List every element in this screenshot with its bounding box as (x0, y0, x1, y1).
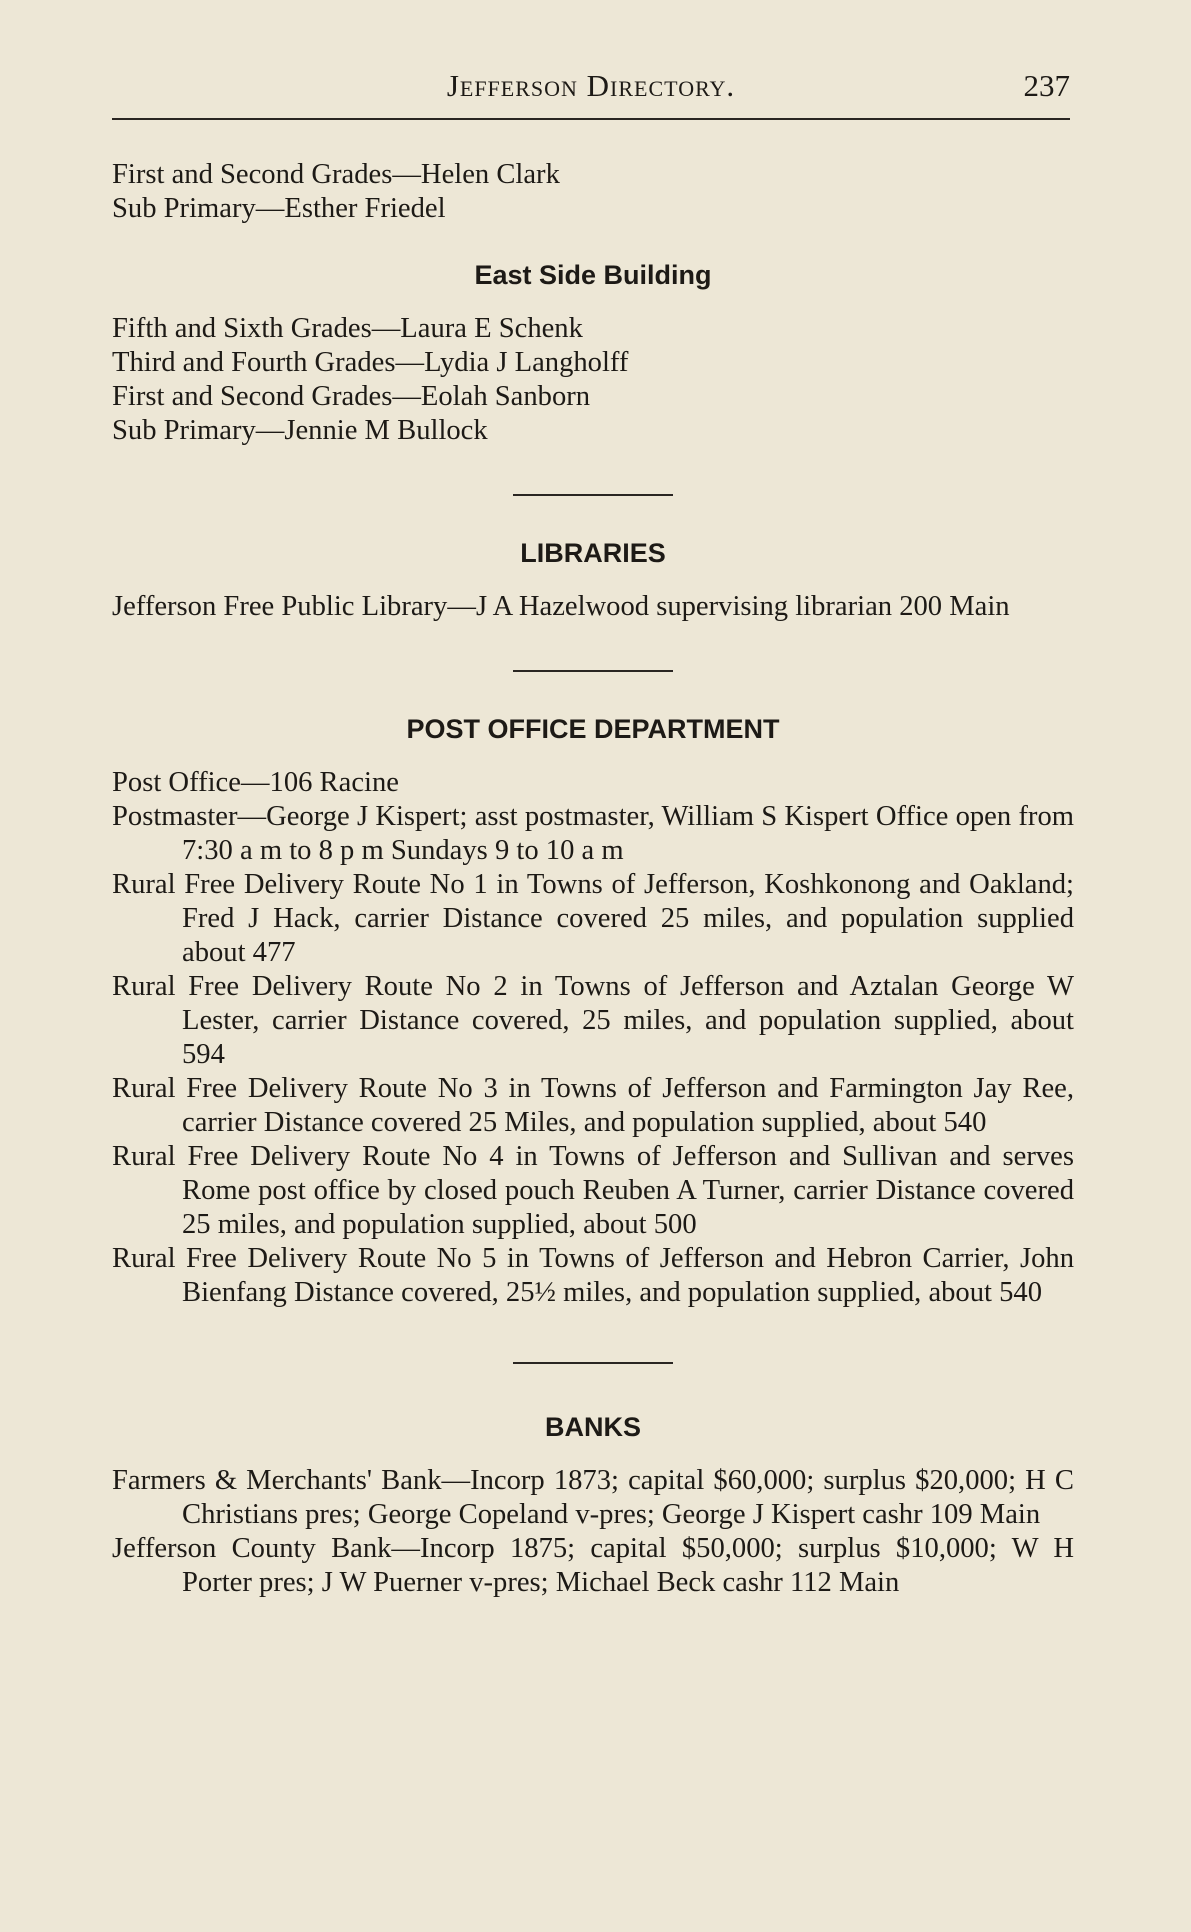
post-office-entry: Rural Free Delivery Route No 5 in Towns of Jefferson and Hebron Carrier, John Bienfang Distance covered, 25½ miles, and population supplied, about 540 (112, 1243, 1074, 1308)
post-office-entry: Rural Free Delivery Route No 4 in Towns of Jefferson and Sullivan and serves Rome post office by closed pouch Reuben A Turner, carrier Distance covered 25 miles, and population supplied, about 500 (112, 1141, 1074, 1240)
section-divider (513, 1362, 673, 1364)
banks-list (112, 1464, 1074, 1600)
staff-line: Sub Primary—Jennie M Bullock (112, 415, 488, 446)
post-office-entry: Postmaster—George J Kispert; asst postmaster, William S Kispert Office open from 7:30 a m to 8 p m Sundays 9 to 10 a m (112, 801, 1074, 866)
libraries-list (112, 590, 1074, 624)
east-side-heading: East Side Building (474, 260, 712, 290)
staff-line: Fifth and Sixth Grades—Laura E Schenk (112, 313, 583, 344)
east-side-staff (112, 312, 1074, 448)
post-office-entry: Rural Free Delivery Route No 1 in Towns of Jefferson, Koshkonong and Oakland; Fred J Hack, carrier Distance covered 25 miles, and population supplied about 477 (112, 869, 1074, 968)
libraries-heading: LIBRARIES (520, 538, 666, 568)
page-content (112, 158, 1074, 1600)
bank-entry: Jefferson County Bank—Incorp 1875; capital $50,000; surplus $10,000; W H Porter pres; J W Puerner v-pres; Michael Beck cashr 112 Main (112, 1533, 1074, 1598)
header-rule (112, 118, 1070, 120)
post-office-entry: Post Office—106 Racine (112, 767, 399, 798)
running-head (112, 66, 1070, 112)
west-side-continued (112, 158, 1074, 226)
page-number: 237 (1023, 68, 1070, 103)
staff-line: Third and Fourth Grades—Lydia J Langholff (112, 347, 629, 378)
running-title: Jefferson Directory. (446, 68, 736, 103)
staff-line: Sub Primary—Esther Friedel (112, 193, 446, 224)
library-entry: Jefferson Free Public Library—J A Hazelwood supervising librarian 200 Main (112, 591, 1010, 622)
post-office-heading: POST OFFICE DEPARTMENT (406, 714, 780, 744)
staff-line: First and Second Grades—Helen Clark (112, 159, 560, 190)
section-divider (513, 494, 673, 496)
post-office-list (112, 766, 1074, 1310)
banks-heading: BANKS (544, 1412, 641, 1442)
bank-entry: Farmers & Merchants' Bank—Incorp 1873; capital $60,000; surplus $20,000; H C Christians pres; George Copeland v-pres; George J Kispert cashr 109 Main (112, 1465, 1074, 1530)
section-divider (513, 670, 673, 672)
post-office-entry: Rural Free Delivery Route No 3 in Towns of Jefferson and Farmington Jay Ree, carrier Distance covered 25 Miles, and population supplied, about 540 (112, 1073, 1074, 1138)
staff-line: First and Second Grades—Eolah Sanborn (112, 381, 591, 412)
post-office-entry: Rural Free Delivery Route No 2 in Towns of Jefferson and Aztalan George W Lester, carrier Distance covered, 25 miles, and population supplied, about 594 (112, 971, 1074, 1070)
